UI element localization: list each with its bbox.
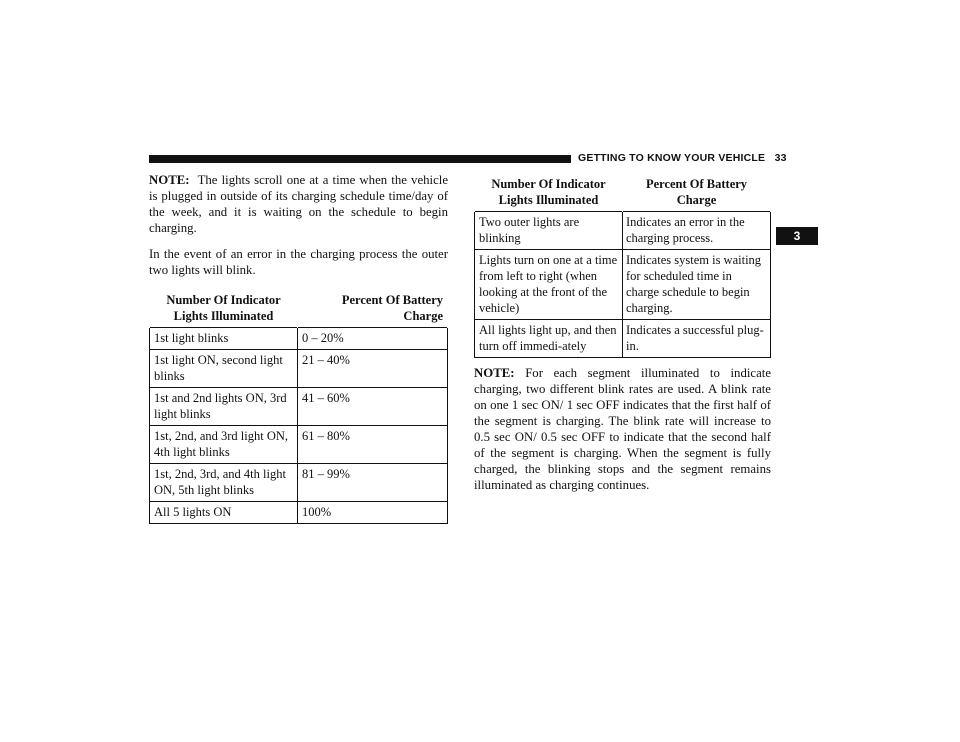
- table-row: [150, 502, 448, 524]
- table-cell: 21 – 40%: [298, 350, 448, 388]
- page-number: 33: [774, 152, 787, 164]
- table-row: [150, 328, 448, 350]
- table-row: [475, 212, 771, 250]
- table-cell: Indicates system is waiting for scheduled time in charge schedule to begin charging.: [623, 250, 771, 320]
- table-header-row: [150, 288, 448, 328]
- table-cell: All lights light up, and then turn off immedi-ately: [475, 320, 623, 358]
- column-header: Number Of Indicator Lights Illuminated: [166, 293, 281, 323]
- indicator-status-table: [474, 172, 771, 358]
- note-label: NOTE:: [474, 366, 515, 380]
- chapter-tab: 3: [776, 227, 818, 245]
- table-cell: All 5 lights ON: [150, 502, 298, 524]
- table-cell: 1st, 2nd, 3rd, and 4th light ON, 5th light blinks: [150, 464, 298, 502]
- column-header: Percent Of Battery Charge: [341, 293, 443, 323]
- table-row: [475, 250, 771, 320]
- table-cell: Two outer lights are blinking: [475, 212, 623, 250]
- section-title: GETTING TO KNOW YOUR VEHICLE: [578, 152, 766, 164]
- table-cell: 81 – 99%: [298, 464, 448, 502]
- note-text: The lights scroll one at a time when the vehicle is plugged in outside of its charging schedule time/day of the week, and it is waiting on the schedule to begin charging.: [149, 173, 449, 235]
- table-cell: 1st, 2nd, and 3rd light ON, 4th light blinks: [150, 426, 298, 464]
- charge-level-table: [149, 288, 448, 524]
- table-row: [475, 320, 771, 358]
- table-cell: 1st light blinks: [150, 328, 298, 350]
- running-header: [578, 152, 787, 164]
- table-cell: 1st and 2nd lights ON, 3rd light blinks: [150, 388, 298, 426]
- error-paragraph: In the event of an error in the charging process the outer two lights will blink.: [149, 247, 448, 277]
- table-cell: Lights turn on one at a time from left to right (when looking at the front of the vehicle): [475, 250, 623, 320]
- table-cell: 1st light ON, second light blinks: [150, 350, 298, 388]
- note-paragraph: [149, 172, 448, 236]
- left-column: [149, 172, 448, 524]
- table-row: [150, 426, 448, 464]
- table-cell: 61 – 80%: [298, 426, 448, 464]
- table-cell: Indicates an error in the charging process.: [623, 212, 771, 250]
- table-cell: Indicates a successful plug-in.: [623, 320, 771, 358]
- right-column: [474, 172, 771, 503]
- table-row: [150, 350, 448, 388]
- column-header: Number Of Indicator Lights Illuminated: [491, 177, 606, 207]
- table-cell: 41 – 60%: [298, 388, 448, 426]
- column-header: Percent Of Battery Charge: [645, 177, 748, 207]
- note-label: NOTE:: [149, 173, 190, 187]
- note-text: For each segment illuminated to indicate charging, two different blink rates are used. A blink rate on one 1 sec ON/ 1 sec OFF indicates that the first half of the segment is charging. The blink rate will increase to 0.5 sec ON/ 0.5 sec OFF to indicate that the second half of the segment is charging. When the segment is fully charged, the blinking stops and the segment remains illuminated as charging continues.: [474, 366, 772, 492]
- blink-rate-note: [474, 365, 771, 493]
- table-cell: 100%: [298, 502, 448, 524]
- table-row: [150, 464, 448, 502]
- table-header-row: [475, 172, 771, 212]
- table-row: [150, 388, 448, 426]
- table-cell: 0 – 20%: [298, 328, 448, 350]
- header-rule: [149, 155, 571, 163]
